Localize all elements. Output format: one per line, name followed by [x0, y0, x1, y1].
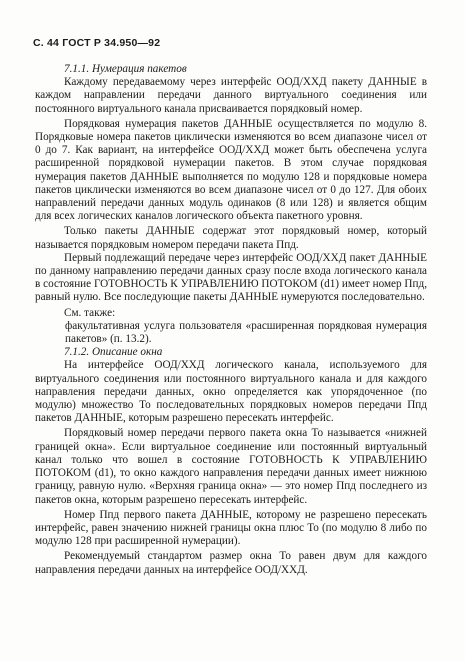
page-header: С. 44 ГОСТ Р 34.950—92 — [33, 37, 161, 49]
paragraph: Порядковый номер передачи первого пакета окна То называется «нижней границей окна». Если виртуальное соединение или постоянный виртуальный канал только что вошел в состояние ГОТОВНОСТЬ К УПРАВЛЕНИЮ ПОТОКОМ (d1), то окно каждого направления передачи данных имеет нижнюю границу, равную нулю. «Верхняя граница окна» — это номер Ппд последнего из пакетов окна, которым разрешено пересекать интерфейс. — [35, 427, 427, 506]
see-also-label: См. также: — [64, 306, 116, 319]
paragraph: Первый подлежащий передаче через интерфейс ООД/ХХД пакет ДАННЫЕ по данному направлению передачи данных сразу после входа логического канала в состояние ГОТОВНОСТЬ К УПРАВЛЕНИЮ ПОТОКОМ (d1) имеет номер Ппд, равный нулю. Все последующие пакеты ДАННЫЕ нумеруются последовательно. — [35, 251, 427, 304]
page-content — [35, 63, 427, 577]
paragraph: Каждому передаваемому через интерфейс ООД/ХХД пакету ДАННЫЕ в каждом направлении передачи данного виртуального соединения или постоянного виртуального канала присваивается порядковый номер. — [35, 76, 427, 115]
section-heading-numbering: 7.1.1. Нумерация пакетов — [64, 63, 187, 75]
see-also-item: факультативная услуга пользователя «расширенная порядковая нумерация пакетов» (п. 13.2). — [65, 319, 427, 346]
paragraph: Порядковая нумерация пакетов ДАННЫЕ осуществляется по модулю 8. Порядковые номера пакетов циклически изменяются во всем диапазоне чисел от 0 до 7. Как вариант, на интерфейсе ООД/ХХД может быть обеспечена услуга расширенной порядковой нумерации пакетов. В этом случае порядковая нумерация пакетов ДАННЫЕ выполняется по модулю 128 и порядковые номера пакетов циклически изменяются во всем диапазоне чисел от 0 до 127. Для обоих направлений передачи данных модуль одинаков (8 или 128) и является общим для всех логических каналов логического объекта пакетного уровня. — [35, 117, 427, 223]
section-heading-window: 7.1.2. Описание окна — [64, 346, 163, 359]
paragraph: Только пакеты ДАННЫЕ содержат этот порядковый номер, который называется порядковым номером передачи пакета Ппд. — [35, 225, 427, 251]
paragraph: Номер Ппд первого пакета ДАННЫЕ, которому не разрешено пересекать интерфейс, равен значению нижней границы окна плюс То (по модулю 8 либо по модулю 128 при расширенной нумерации). — [35, 508, 427, 548]
paragraph: Рекомендуемый стандартом размер окна То равен двум для каждого направления передачи данных на интерфейсе ООД/ХХД. — [35, 550, 427, 576]
paragraph: На интерфейсе ООД/ХХД логического канала, используемого для виртуального соединения или постоянного виртуального канала и для каждого направления передачи данных, окно определяется как упорядоченное (по модулю) множество То последовательных порядковых номеров передачи Ппд пакетов ДАННЫЕ, которым разрешено пересекать интерфейс. — [35, 359, 427, 425]
